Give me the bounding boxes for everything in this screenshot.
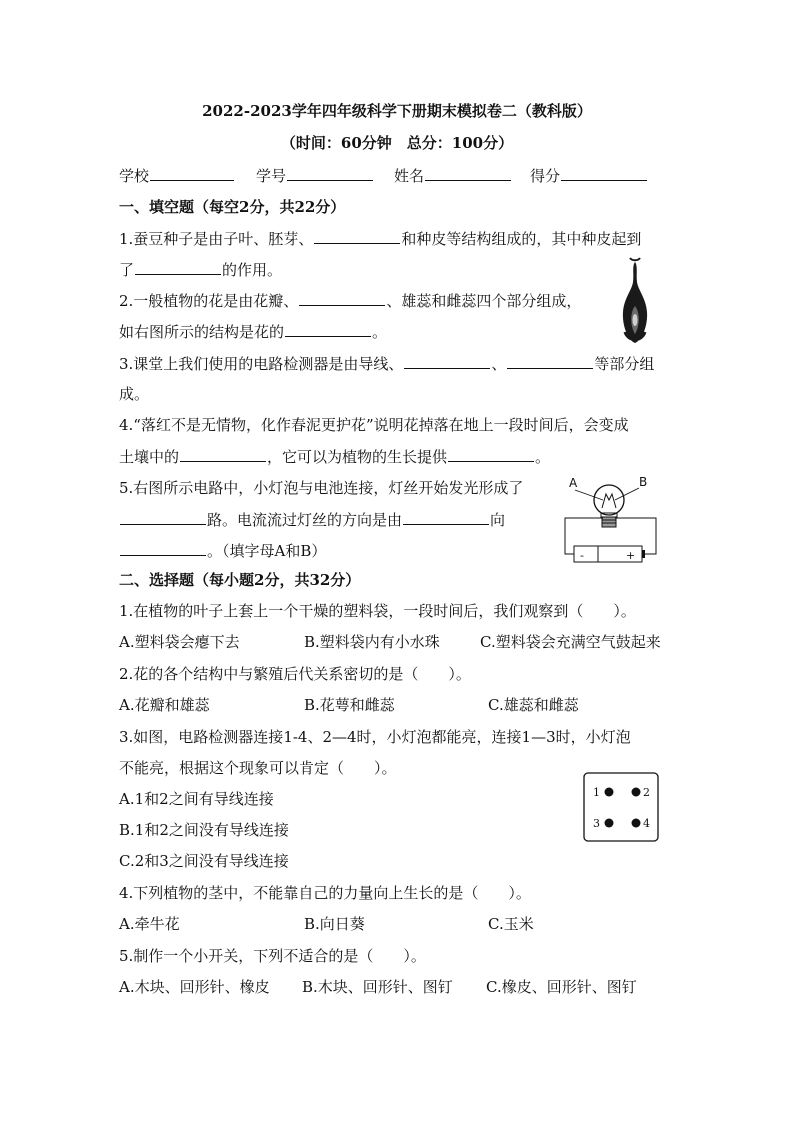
s1-q1-line2	[119, 259, 282, 280]
student-id-blank[interactable]	[287, 165, 373, 181]
s1-q1-blank1[interactable]	[314, 228, 400, 244]
label-a: A	[569, 476, 578, 490]
s1-q2-text-b: 、雄蕊和雌蕊四个部分组成，	[386, 292, 582, 310]
score-blank[interactable]	[561, 165, 647, 181]
s2-q4-option-c[interactable]: C.玉米	[488, 915, 534, 933]
s2-q5-option-a[interactable]: A.木块、回形针、橡皮	[119, 978, 270, 996]
name-field	[394, 165, 512, 186]
s2-q4-option-a[interactable]: A.牵牛花	[119, 915, 180, 933]
s1-q2-blank1[interactable]	[299, 290, 385, 306]
name-blank[interactable]	[425, 165, 511, 181]
box-label-4: 4	[643, 817, 650, 830]
s1-q1-line1	[119, 228, 641, 249]
s2-q1-option-a[interactable]: A.塑料袋会瘪下去	[119, 633, 240, 651]
s1-q3-text-c: 等部分组	[594, 355, 655, 373]
score-field	[530, 165, 648, 186]
student-id-label: 学号	[256, 167, 287, 185]
s1-q5-blank1[interactable]	[120, 509, 206, 525]
s1-q4-text-d: 。	[535, 448, 551, 466]
s1-q2-blank2[interactable]	[285, 321, 371, 337]
s1-q3-text-a: 3.课堂上我们使用的电路检测器是由导线、	[119, 355, 404, 373]
s1-q4-blank2[interactable]	[448, 446, 534, 462]
s2-q3-option-a[interactable]: A.1和2之间有导线连接	[119, 790, 274, 808]
s1-q2-line1	[119, 290, 581, 311]
s2-q1-option-b[interactable]: B.塑料袋内有小水珠	[304, 633, 440, 651]
s1-q3-text-b: 、	[491, 355, 507, 373]
s1-q5-line1: 5.右图所示电路中，小灯泡与电池连接，灯丝开始发光形成了	[119, 479, 524, 497]
s2-q5-option-b[interactable]: B.木块、回形针、图钉	[302, 978, 453, 996]
s1-q5-text-d: 。（填字母A和B）	[207, 542, 327, 560]
s1-q5-line2	[119, 509, 505, 530]
box-label-3: 3	[593, 817, 600, 830]
s2-q1-stem: 1.在植物的叶子上套上一个干燥的塑料袋，一段时间后，我们观察到（ ）。	[119, 602, 636, 620]
section2-heading: 二、选择题（每小题2分，共32分）	[119, 571, 361, 589]
label-b: B	[639, 475, 648, 489]
s1-q2-text-a: 2.一般植物的花是由花瓣、	[119, 292, 299, 310]
s2-q3-stem-line1: 3.如图，电路检测器连接1-4、2—4时，小灯泡都能亮，连接1—3时，小灯泡	[119, 728, 631, 746]
pistil-figure	[612, 256, 658, 348]
s1-q1-text-b: 和种皮等结构组成的，其中种皮起到	[401, 230, 642, 248]
s2-q4-option-b[interactable]: B.向日葵	[304, 915, 365, 933]
s1-q3-blank1[interactable]	[404, 353, 490, 369]
section1-heading: 一、填空题（每空2分，共22分）	[119, 198, 346, 216]
s1-q3-line2: 成。	[119, 385, 150, 403]
s1-q1-text-d: 的作用。	[222, 261, 283, 279]
s2-q1-option-c[interactable]: C.塑料袋会充满空气鼓起来	[480, 633, 661, 651]
s1-q5-text-c: 向	[490, 511, 506, 529]
s1-q3-line1	[119, 353, 654, 374]
school-field	[119, 165, 235, 186]
s2-q2-option-c[interactable]: C.雄蕊和雌蕊	[488, 696, 579, 714]
s2-q5-stem: 5.制作一个小开关，下列不适合的是（ ）。	[119, 947, 426, 965]
s2-q2-stem: 2.花的各个结构中与繁殖后代关系密切的是（ ）。	[119, 665, 471, 683]
s2-q3-stem-line2: 不能亮，根据这个现象可以肯定（ ）。	[119, 759, 397, 777]
box-label-1: 1	[593, 786, 600, 799]
s1-q4-text-b: 土壤中的	[119, 448, 180, 466]
student-id-field	[256, 165, 374, 186]
s1-q1-text-c: 了	[119, 261, 135, 279]
s1-q4-line2	[119, 446, 550, 467]
s1-q5-blank3[interactable]	[120, 540, 206, 556]
s1-q1-blank2[interactable]	[135, 259, 221, 275]
s2-q3-option-b[interactable]: B.1和2之间没有导线连接	[119, 821, 289, 839]
s2-q2-option-b[interactable]: B.花萼和雌蕊	[304, 696, 395, 714]
name-label: 姓名	[394, 167, 425, 185]
s2-q2-option-a[interactable]: A.花瓣和雄蕊	[119, 696, 210, 714]
s1-q2-text-d: 。	[372, 323, 388, 341]
school-label: 学校	[119, 167, 150, 185]
s1-q1-text-a: 1.蚕豆种子是由子叶、胚芽、	[119, 230, 314, 248]
tester-box-figure	[583, 772, 659, 842]
battery-minus: -	[580, 549, 584, 562]
exam-subtitle: （时间：60分钟 总分：100分）	[280, 134, 514, 152]
s1-q5-blank2[interactable]	[403, 509, 489, 525]
school-blank[interactable]	[150, 165, 234, 181]
s1-q4-text-c: ，它可以为植物的生长提供	[267, 448, 448, 466]
s1-q2-text-c: 如右图所示的结构是花的	[119, 323, 285, 341]
s1-q4-line1: 4.“落红不是无情物，化作春泥更护花”说明花掉落在地上一段时间后，会变成	[119, 416, 629, 434]
s1-q3-blank2[interactable]	[507, 353, 593, 369]
exam-title: 2022-2023学年四年级科学下册期末模拟卷二（教科版）	[202, 102, 592, 120]
s2-q5-option-c[interactable]: C.橡皮、回形针、图钉	[486, 978, 637, 996]
battery-plus: +	[626, 549, 636, 562]
s2-q4-stem: 4.下列植物的茎中，不能靠自己的力量向上生长的是（ ）。	[119, 884, 531, 902]
score-label: 得分	[530, 167, 561, 185]
s1-q2-line2	[119, 321, 387, 342]
box-label-2: 2	[643, 786, 650, 799]
s1-q5-text-b: 路。电流流过灯丝的方向是由	[207, 511, 403, 529]
circuit-figure	[560, 470, 666, 574]
s1-q5-line3	[119, 540, 326, 561]
s2-q3-option-c[interactable]: C.2和3之间没有导线连接	[119, 852, 289, 870]
s1-q4-blank1[interactable]	[180, 446, 266, 462]
